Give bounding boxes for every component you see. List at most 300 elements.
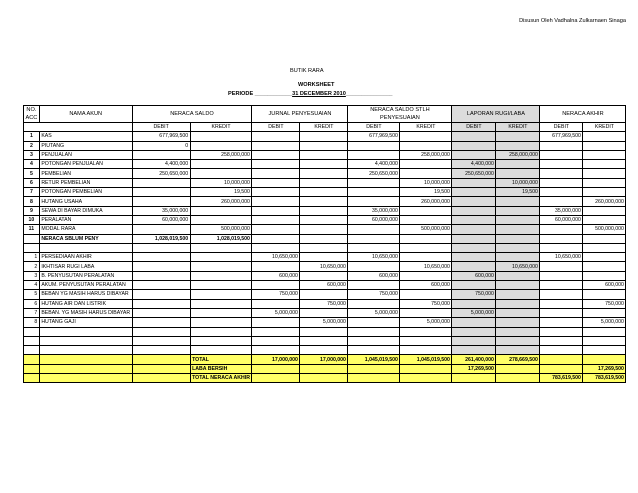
amount-cell [252,169,300,178]
amount-cell: 10,650,000 [540,253,583,262]
empty-cell [452,327,496,336]
amount-cell [348,178,400,187]
amount-cell: 500,000,000 [583,225,626,234]
table-row [24,290,626,299]
amount-cell [252,206,300,215]
amount-cell: 260,000,000 [400,197,452,206]
empty-cell [300,336,348,345]
amount-cell [252,262,300,271]
table-row [24,308,626,317]
account-name: PENJUALAN [39,150,132,159]
amount-cell: 35,000,000 [132,206,190,215]
total-amount [540,364,583,373]
blank-row [24,346,626,355]
amount-cell [132,188,190,197]
amount-cell [496,132,540,141]
amount-cell [452,132,496,141]
amount-cell [452,150,496,159]
table-row [24,262,626,271]
table-row [24,188,626,197]
empty-cell [252,336,300,345]
amount-cell [300,253,348,262]
amount-cell [583,160,626,169]
table-row [24,178,626,187]
amount-cell [496,299,540,308]
amount-cell [348,225,400,234]
amount-cell [540,308,583,317]
amount-cell [132,281,190,290]
empty-cell [190,243,252,252]
amount-cell [583,188,626,197]
amount-cell: 10,000,000 [400,178,452,187]
total-amount: 783,619,500 [540,374,583,383]
amount-cell [300,215,348,224]
amount-cell [452,262,496,271]
total-amount [252,374,300,383]
amount-cell [496,206,540,215]
account-name: KAS [39,132,132,141]
amount-cell [452,225,496,234]
amount-cell [348,141,400,150]
amount-cell [252,225,300,234]
amount-cell: 600,000 [583,281,626,290]
amount-cell [252,215,300,224]
amount-cell [400,253,452,262]
account-number: 5 [24,169,40,178]
blank-row [24,327,626,336]
amount-cell [400,308,452,317]
amount-cell [540,150,583,159]
total-label: TOTAL [190,355,252,364]
amount-cell [300,206,348,215]
empty-cell [39,355,132,364]
amount-cell [452,215,496,224]
table-row [24,253,626,262]
subtotal-no [24,234,40,243]
table-row [24,150,626,159]
worksheet-table [23,105,626,383]
table-row [24,318,626,327]
amount-cell [583,132,626,141]
spacer-row [24,243,626,252]
empty-cell [300,234,348,243]
account-number: 5 [24,290,40,299]
empty-cell [496,346,540,355]
amount-cell [190,262,252,271]
empty-cell [24,374,40,383]
empty-cell [24,355,40,364]
total-amount [540,355,583,364]
account-name: HUTANG AIR DAN LISTRIK [39,299,132,308]
total-amount: 278,669,500 [496,355,540,364]
table-row [24,141,626,150]
amount-cell [300,178,348,187]
amount-cell: 250,650,000 [132,169,190,178]
amount-cell [300,308,348,317]
account-name: PERALATAN [39,215,132,224]
amount-cell: 600,000 [252,271,300,280]
amount-cell [252,160,300,169]
amount-cell [452,141,496,150]
amount-cell [190,132,252,141]
empty-cell [400,327,452,336]
empty-cell [583,327,626,336]
header-debit: DEBIT [348,123,400,132]
header-adjusted-trial-balance: NERACA SALDO STLH PENYESUAIAN [348,106,452,123]
amount-cell: 677,969,500 [348,132,400,141]
total-amount [583,355,626,364]
account-number: 7 [24,308,40,317]
amount-cell [400,215,452,224]
total-amount: 17,000,000 [252,355,300,364]
amount-cell: 258,000,000 [400,150,452,159]
amount-cell [190,308,252,317]
table-row [24,169,626,178]
amount-cell [496,225,540,234]
amount-cell [540,197,583,206]
amount-cell [583,150,626,159]
amount-cell [190,299,252,308]
amount-cell [540,318,583,327]
amount-cell: 600,000 [452,271,496,280]
empty-cell [540,327,583,336]
amount-cell [132,290,190,299]
account-name: PIUTANG [39,141,132,150]
amount-cell [496,253,540,262]
author-note: Disusun Oleh Vadhalna Zulkarnaen Sinaga [519,18,626,24]
header-balance-sheet: NERACA AKHIR [540,106,626,123]
empty-cell [24,346,40,355]
header-row-debit-credit [24,123,626,132]
total-amount: 17,269,500 [452,364,496,373]
table-row [24,197,626,206]
empty-cell [452,346,496,355]
empty-cell [300,243,348,252]
amount-cell [496,160,540,169]
account-number: 3 [24,150,40,159]
empty-cell [348,243,400,252]
amount-cell: 5,000,000 [300,318,348,327]
total-amount: 261,400,000 [452,355,496,364]
amount-cell [190,281,252,290]
account-name: PERSEDIAAN AKHIR [39,253,132,262]
empty-cell [252,346,300,355]
amount-cell [540,225,583,234]
amount-cell [300,290,348,299]
amount-cell [496,141,540,150]
account-number: 7 [24,188,40,197]
empty-cell [583,346,626,355]
amount-cell: 4,400,000 [452,160,496,169]
amount-cell [190,206,252,215]
empty-cell [452,336,496,345]
amount-cell: 10,650,000 [348,253,400,262]
account-name: BEBAN YG MASIH HARUS DIBAYAR [39,290,132,299]
amount-cell: 600,000 [300,281,348,290]
amount-cell [190,271,252,280]
amount-cell [496,215,540,224]
amount-cell: 750,000 [300,299,348,308]
amount-cell: 5,000,000 [583,318,626,327]
empty-cell [583,243,626,252]
amount-cell: 35,000,000 [540,206,583,215]
amount-cell [132,271,190,280]
empty-cell [132,346,190,355]
account-number: 1 [24,132,40,141]
amount-cell [348,299,400,308]
amount-cell: 19,500 [400,188,452,197]
empty-cell [348,234,400,243]
account-name: POTONGAN PENJUALAN [39,160,132,169]
header-credit: KREDIT [496,123,540,132]
table-row [24,215,626,224]
amount-cell: 750,000 [348,290,400,299]
empty-cell [300,346,348,355]
amount-cell [540,290,583,299]
amount-cell: 19,500 [496,188,540,197]
empty-cell [39,346,132,355]
account-number: 4 [24,281,40,290]
empty-cell [39,336,132,345]
amount-cell [252,132,300,141]
amount-cell [190,160,252,169]
total-amount [496,364,540,373]
amount-cell: 10,650,000 [252,253,300,262]
amount-cell: 500,000,000 [190,225,252,234]
amount-cell [583,290,626,299]
amount-cell [300,141,348,150]
amount-cell [252,188,300,197]
empty-cell [540,346,583,355]
amount-cell: 5,000,000 [400,318,452,327]
empty-cell [540,243,583,252]
amount-cell [190,253,252,262]
amount-cell [252,281,300,290]
amount-cell [400,141,452,150]
amount-cell [452,318,496,327]
amount-cell [540,188,583,197]
amount-cell [540,169,583,178]
amount-cell [132,225,190,234]
amount-cell [132,197,190,206]
amount-cell [300,169,348,178]
amount-cell: 750,000 [583,299,626,308]
amount-cell [496,271,540,280]
amount-cell [496,169,540,178]
amount-cell [300,225,348,234]
amount-cell [583,215,626,224]
blank-row [24,336,626,345]
period-label: PERIODE ____________ [228,91,293,97]
empty-cell [24,327,40,336]
amount-cell [583,206,626,215]
amount-cell [540,262,583,271]
amount-cell [300,150,348,159]
header-debit: DEBIT [540,123,583,132]
header-credit: KREDIT [400,123,452,132]
amount-cell [252,178,300,187]
amount-cell [400,169,452,178]
account-number: 3 [24,271,40,280]
amount-cell [132,308,190,317]
amount-cell: 500,000,000 [400,225,452,234]
total-amount [452,374,496,383]
account-name: RETUR PEMBELIAN [39,178,132,187]
amount-cell [132,318,190,327]
amount-cell [583,271,626,280]
total-amount: 17,000,000 [300,355,348,364]
amount-cell [452,253,496,262]
amount-cell [348,318,400,327]
subtotal-label: NERACA SBLUM PENY [39,234,132,243]
amount-cell: 4,400,000 [132,160,190,169]
amount-cell: 5,000,000 [252,308,300,317]
header-spacer [24,123,133,132]
empty-cell [496,336,540,345]
amount-cell [452,197,496,206]
account-number: 6 [24,178,40,187]
header-income-statement: LAPORAN RUGI/LABA [452,106,540,123]
amount-cell: 250,650,000 [348,169,400,178]
amount-cell [190,318,252,327]
empty-cell [252,327,300,336]
period-value: 31 DECEMBER 2010 [292,91,346,97]
amount-cell [583,169,626,178]
amount-cell: 10,650,000 [300,262,348,271]
total-amount [496,374,540,383]
account-number: 10 [24,215,40,224]
empty-cell [39,243,132,252]
amount-cell [452,206,496,215]
empty-cell [348,327,400,336]
total-amount: 783,619,500 [583,374,626,383]
account-name: AKUM. PENYUSUTAN PERALATAN [39,281,132,290]
total-amount [348,364,400,373]
table-row [24,271,626,280]
amount-cell [190,290,252,299]
amount-cell [540,160,583,169]
company-name: BUTIK RARA [290,68,324,74]
total-amount: 1,045,019,500 [348,355,400,364]
header-debit: DEBIT [132,123,190,132]
total-amount [400,364,452,373]
total-amount [252,364,300,373]
amount-cell [496,308,540,317]
total-amount [300,364,348,373]
amount-cell [496,318,540,327]
amount-cell [452,178,496,187]
amount-cell: 677,969,500 [540,132,583,141]
amount-cell [348,197,400,206]
amount-cell [452,299,496,308]
account-name: PEMBELIAN [39,169,132,178]
empty-cell [583,336,626,345]
subtotal-debit: 1,028,019,500 [132,234,190,243]
table-row [24,299,626,308]
amount-cell: 5,000,000 [348,308,400,317]
amount-cell [348,150,400,159]
empty-cell [496,327,540,336]
amount-cell [252,197,300,206]
empty-cell [400,336,452,345]
total-amount [400,374,452,383]
amount-cell [132,299,190,308]
table-row [24,160,626,169]
total-row [24,355,626,364]
empty-cell [39,374,132,383]
amount-cell [496,197,540,206]
amount-cell: 600,000 [348,271,400,280]
total-label: LABA BERSIH [190,364,252,373]
period-tail: _______________ [345,91,393,97]
empty-cell [400,346,452,355]
amount-cell [583,178,626,187]
empty-cell [348,336,400,345]
amount-cell: 10,650,000 [496,262,540,271]
empty-cell [132,243,190,252]
amount-cell [252,150,300,159]
amount-cell [252,318,300,327]
amount-cell [190,141,252,150]
table-row [24,206,626,215]
empty-cell [452,234,496,243]
amount-cell [452,188,496,197]
amount-cell [300,271,348,280]
amount-cell [400,271,452,280]
empty-cell [132,355,190,364]
header-credit: KREDIT [190,123,252,132]
account-name: HUTANG USAHA [39,197,132,206]
amount-cell [348,281,400,290]
empty-cell [583,234,626,243]
amount-cell: 260,000,000 [583,197,626,206]
amount-cell: 750,000 [252,290,300,299]
account-name: IKHTISAR RUGI LABA [39,262,132,271]
account-name: BEBAN. YG MASIH HARUS DIBAYAR [41,310,131,317]
empty-cell [496,243,540,252]
header-trial-balance: NERACA SALDO [132,106,252,123]
empty-cell [190,346,252,355]
amount-cell: 677,969,500 [132,132,190,141]
account-number: 6 [24,299,40,308]
empty-cell [496,234,540,243]
empty-cell [24,364,40,373]
empty-cell [540,234,583,243]
table-row [24,225,626,234]
amount-cell [540,178,583,187]
amount-cell [400,132,452,141]
amount-cell [583,308,626,317]
subtotal-row [24,234,626,243]
amount-cell [252,299,300,308]
subtotal-credit: 1,028,019,500 [190,234,252,243]
amount-cell: 0 [132,141,190,150]
amount-cell: 10,000,000 [190,178,252,187]
amount-cell [583,141,626,150]
total-row [24,364,626,373]
amount-cell [348,188,400,197]
header-row-groups [24,106,626,123]
amount-cell: 60,000,000 [540,215,583,224]
empty-cell [400,234,452,243]
table-row [24,281,626,290]
empty-cell [132,327,190,336]
table-row [24,132,626,141]
amount-cell [132,178,190,187]
amount-cell [300,188,348,197]
total-amount: 1,045,019,500 [400,355,452,364]
total-amount: 17,269,500 [583,364,626,373]
